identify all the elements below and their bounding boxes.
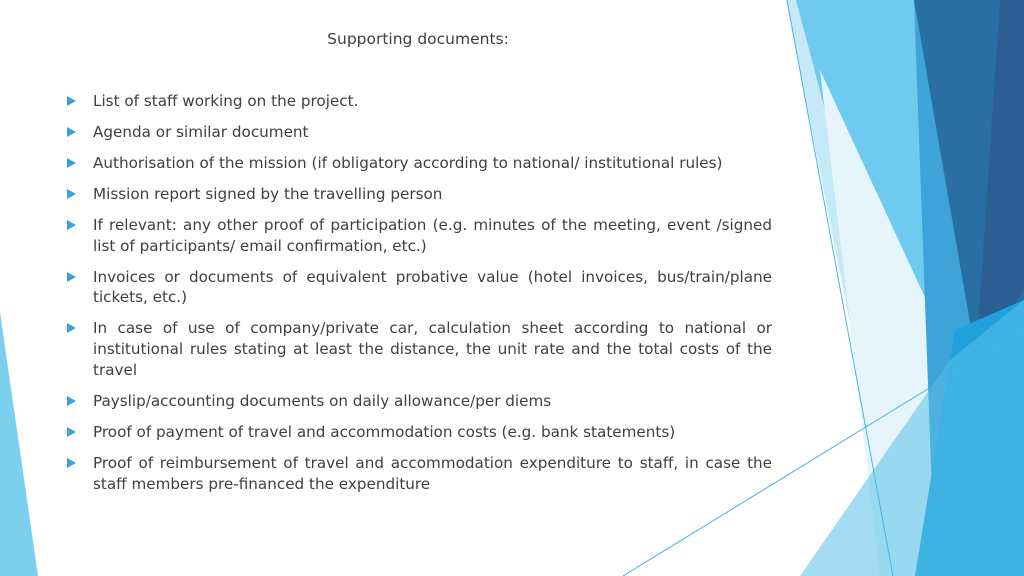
bullet-text: Authorisation of the mission (if obligatory according to national/ institutional rules) xyxy=(93,154,723,172)
bullet-text: Payslip/accounting documents on daily allowance/per diems xyxy=(93,391,552,410)
bullet-arrow-icon xyxy=(67,96,76,106)
bullet-arrow-icon xyxy=(67,272,76,282)
bullet-item xyxy=(64,391,772,412)
bullet-arrow-icon xyxy=(67,220,76,230)
bullet-arrow-icon xyxy=(67,427,76,437)
bullet-arrow-icon xyxy=(67,323,76,333)
bullet-text: Mission report signed by the travelling person xyxy=(93,185,443,203)
bullet-item xyxy=(64,453,772,494)
bullet-text: If relevant: any other proof of participation (e.g. minutes of the meeting, event /signed list of participants/ email confirmation, etc.) xyxy=(93,216,772,255)
bullet-arrow-icon xyxy=(67,458,76,468)
bullet-arrow-icon xyxy=(67,127,76,137)
bullet-text: Proof of payment of travel and accommodation costs (e.g. bank statements) xyxy=(93,422,676,441)
bullet-item xyxy=(64,184,772,205)
bullet-item xyxy=(64,422,772,443)
bullet-item xyxy=(64,215,772,256)
bullet-list xyxy=(64,91,772,505)
left-accent-shape xyxy=(0,312,38,576)
bullet-text: In case of use of company/private car, calculation sheet according to national or institutional rules stating at least the distance, the unit rate and the total costs of the travel xyxy=(93,319,772,379)
bullet-text: Invoices or documents of equivalent probative value (hotel invoices, bus/train/plane tickets, etc.) xyxy=(93,267,772,307)
bullet-item xyxy=(64,318,772,380)
bullet-item xyxy=(64,267,772,308)
bullet-item xyxy=(64,91,772,112)
bullet-text: Agenda or similar document xyxy=(93,123,309,141)
bullet-text: List of staff working on the project. xyxy=(93,92,359,110)
bullet-item xyxy=(64,122,772,143)
bullet-arrow-icon xyxy=(67,158,76,168)
bullet-item xyxy=(64,153,772,174)
bullet-text: Proof of reimbursement of travel and accommodation expenditure to staff, in case the staff members pre-financed the expenditure xyxy=(93,453,772,493)
slide-title: Supporting documents: xyxy=(327,30,509,48)
bullet-arrow-icon xyxy=(67,189,76,199)
bullet-arrow-icon xyxy=(67,396,76,406)
